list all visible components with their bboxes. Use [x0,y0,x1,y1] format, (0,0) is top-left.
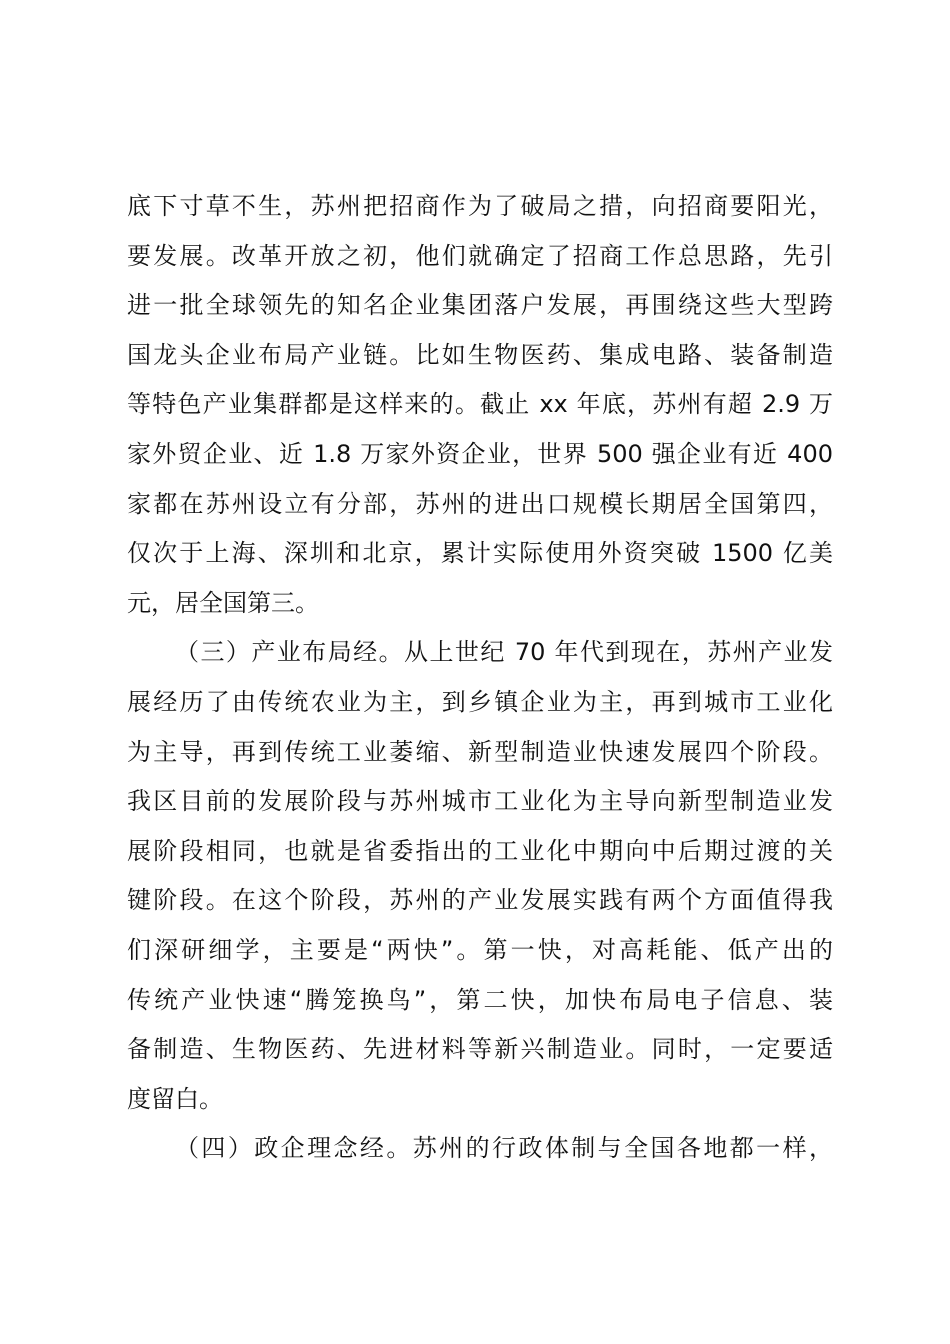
text-line: 们深研细学，主要是“两快”。第一快，对高耗能、低产出的 [127,935,833,964]
text-line: 进一批全球领先的知名企业集团落户发展，再围绕这些大型跨 [127,291,833,320]
text-line: （四）政企理念经。苏州的行政体制与全国各地都一样， [175,1134,833,1163]
text-line: （三）产业布局经。从上世纪 70 年代到现在，苏州产业发 [175,638,833,667]
text-line: 家都在苏州设立有分部，苏州的进出口规模长期居全国第四， [127,489,833,518]
text-line: 国龙头企业布局产业链。比如生物医药、集成电路、装备制造 [127,340,833,369]
text-line: 键阶段。在这个阶段，苏州的产业发展实践有两个方面值得我 [127,886,833,915]
text-line: 备制造、生物医药、先进材料等新兴制造业。同时，一定要适 [127,1035,833,1064]
text-line: 为主导，再到传统工业萎缩、新型制造业快速发展四个阶段。 [127,737,833,766]
text-line: 展经历了由传统农业为主，到乡镇企业为主，再到城市工业化 [127,687,833,716]
text-line: 元，居全国第三。 [127,588,319,617]
text-line: 底下寸草不生，苏州把招商作为了破局之措，向招商要阳光， [127,192,833,220]
text-line: 要发展。改革开放之初，他们就确定了招商工作总思路，先引 [127,241,833,270]
document-body [127,182,833,1174]
text-line: 度留白。 [127,1084,223,1113]
text-line: 传统产业快速“腾笼换鸟”，第二快，加快布局电子信息、装 [127,985,833,1014]
text-line: 仅次于上海、深圳和北京，累计实际使用外资突破 1500 亿美 [127,539,833,568]
paragraph-industry-layout [127,628,833,1124]
text-line: 展阶段相同，也就是省委指出的工业化中期向中后期过渡的关 [127,836,833,865]
paragraph-continuation [127,182,833,628]
text-line: 等特色产业集群都是这样来的。截止 xx 年底，苏州有超 2.9 万 [127,390,833,419]
paragraph-government-enterprise [127,1124,833,1174]
text-line: 我区目前的发展阶段与苏州城市工业化为主导向新型制造业发 [127,787,833,816]
text-line: 家外贸企业、近 1.8 万家外资企业，世界 500 强企业有近 400 [127,439,833,468]
